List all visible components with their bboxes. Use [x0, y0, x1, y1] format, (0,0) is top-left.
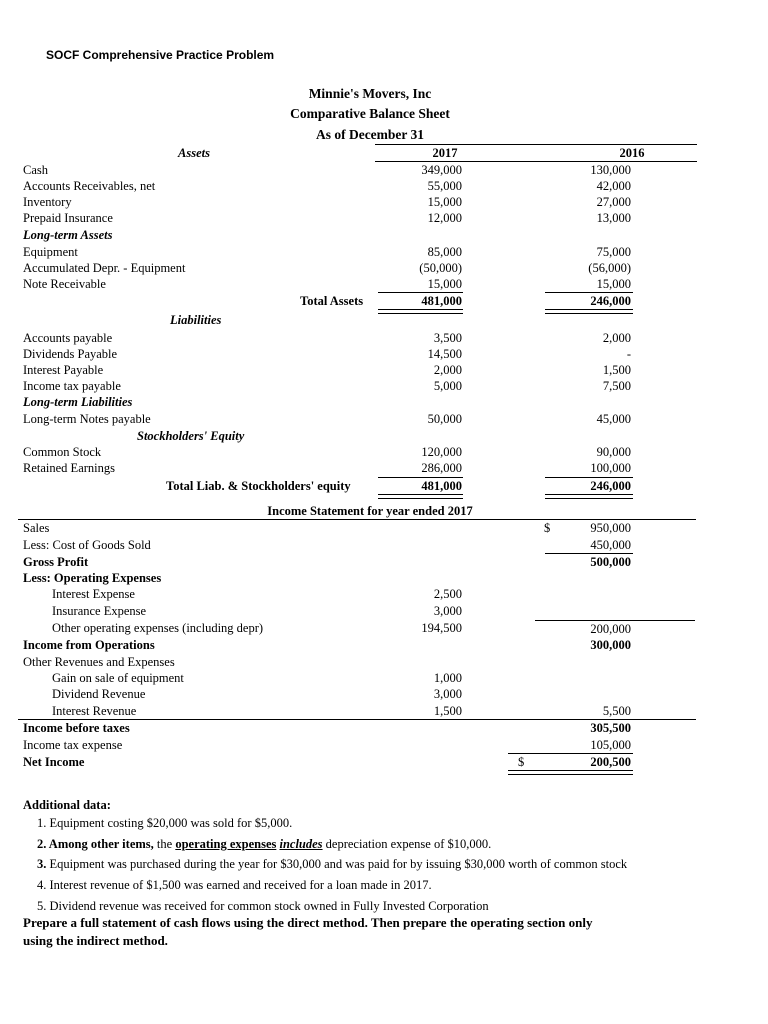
asset-label: Inventory	[23, 195, 72, 209]
liability-label: Interest Payable	[23, 363, 104, 377]
cogs-value: 450,000	[590, 538, 631, 552]
additional-item-1: 1. Equipment costing $20,000 was sold for $5,000.	[37, 816, 293, 830]
tax-label: Income tax expense	[23, 738, 123, 752]
asset-2017: (50,000)	[419, 261, 462, 275]
op-exp-value: 3,000	[433, 604, 462, 618]
other-label: Gain on sale of equipment	[52, 671, 184, 685]
equity-2016: 90,000	[596, 445, 631, 459]
statement-date: As of December 31	[315, 127, 425, 142]
other-total: 5,500	[602, 704, 631, 718]
equity-2016: 100,000	[590, 461, 631, 475]
net-income-dollar-sign: $	[518, 755, 525, 769]
asset-2017: 12,000	[427, 211, 462, 225]
lt-liabilities-heading: Long-term Liabilities	[23, 395, 133, 409]
item3-lead: 3.	[37, 857, 47, 871]
other-value: 3,000	[433, 687, 462, 701]
income-ops-label: Income from Operations	[23, 638, 155, 652]
equity-label: Retained Earnings	[23, 461, 115, 475]
op-exp-label: Interest Expense	[52, 587, 135, 601]
statement-title: Comparative Balance Sheet	[290, 106, 450, 121]
instruction-line-2: using the indirect method.	[23, 933, 168, 948]
liability-label: Long-term Notes payable	[23, 412, 151, 426]
assets-heading: Assets	[178, 146, 210, 160]
net-income-double-rule	[508, 770, 633, 775]
gross-profit-value: 500,000	[590, 555, 631, 569]
asset-2017: 349,000	[421, 163, 462, 177]
liability-2017: 5,000	[433, 379, 462, 393]
ibt-value: 305,500	[590, 721, 631, 735]
asset-label: Accumulated Depr. - Equipment	[23, 261, 186, 275]
asset-label: Equipment	[23, 245, 78, 259]
liability-label: Dividends Payable	[23, 347, 118, 361]
item2-lead: 2. Among other items,	[37, 837, 154, 851]
op-exp-label: Insurance Expense	[52, 604, 147, 618]
asset-2017: 85,000	[427, 245, 462, 259]
liabilities-heading: Liabilities	[170, 313, 222, 327]
total-le-2017: 481,000	[421, 479, 462, 493]
liability-2016: 7,500	[602, 379, 631, 393]
equity-label: Common Stock	[23, 445, 102, 459]
total-le-double-rule-2016	[545, 494, 633, 499]
total-le-double-rule-2017	[378, 494, 463, 499]
income-ops-value: 300,000	[590, 638, 631, 652]
op-exp-value: 2,500	[433, 587, 462, 601]
liability-label: Income tax payable	[23, 379, 121, 393]
total-le-2016: 246,000	[590, 479, 631, 493]
instruction-line-1: Prepare a full statement of cash flows using the direct method. Then prepare the operating section only	[23, 915, 593, 930]
liability-2016: 1,500	[602, 363, 631, 377]
additional-item-2	[37, 836, 491, 852]
ibt-label: Income before taxes	[23, 721, 130, 735]
item2-rest: depreciation expense of $10,000.	[322, 837, 492, 851]
asset-2016: 13,000	[596, 211, 631, 225]
total-assets-2016: 246,000	[590, 294, 631, 308]
additional-item-5: 5. Dividend revenue was received for common stock owned in Fully Invested Corporation	[37, 899, 489, 913]
asset-label: Prepaid Insurance	[23, 211, 113, 225]
item2-text: the	[153, 837, 176, 851]
liability-2017: 50,000	[427, 412, 462, 426]
col-2016-header: 2016	[619, 146, 645, 160]
income-statement-heading: Income Statement for year ended 2017	[267, 504, 473, 518]
equity-heading: Stockholders' Equity	[137, 429, 245, 443]
gross-profit-label: Gross Profit	[23, 555, 89, 569]
asset-2017: 55,000	[427, 179, 462, 193]
asset-label: Note Receivable	[23, 277, 106, 291]
equity-2017: 286,000	[421, 461, 462, 475]
asset-2016: (56,000)	[588, 261, 631, 275]
liability-2017: 3,500	[433, 331, 462, 345]
header-top-rule	[375, 144, 697, 145]
total-assets-label: Total Assets	[300, 294, 364, 308]
item3-text: Equipment was purchased during the year for $30,000 and was paid for by issuing $30,000 worth of common stock	[46, 857, 628, 871]
other-heading: Other Revenues and Expenses	[23, 655, 175, 669]
other-label: Interest Revenue	[52, 704, 137, 718]
net-income-value: 200,500	[590, 755, 631, 769]
liability-label: Accounts payable	[23, 331, 113, 345]
asset-label: Accounts Receivables, net	[23, 179, 156, 193]
item2-includes: includes	[279, 837, 323, 851]
liability-2017: 2,000	[433, 363, 462, 377]
lt-assets-heading: Long-term Assets	[23, 228, 113, 242]
cogs-label: Less: Cost of Goods Sold	[23, 538, 151, 552]
total-le-label: Total Liab. & Stockholders' equity	[166, 479, 351, 493]
asset-2016: 15,000	[596, 277, 631, 291]
liability-2016: 45,000	[596, 412, 631, 426]
asset-2016: 75,000	[596, 245, 631, 259]
op-exp-total: 200,000	[590, 622, 631, 636]
total-assets-double-rule-2016	[545, 309, 633, 314]
asset-2017: 15,000	[427, 277, 462, 291]
asset-2016: 27,000	[596, 195, 631, 209]
item2-emph: operating expenses	[175, 837, 277, 851]
asset-label: Cash	[23, 163, 48, 177]
equity-2017: 120,000	[421, 445, 462, 459]
other-value: 1,000	[433, 671, 462, 685]
tax-value: 105,000	[590, 738, 631, 752]
total-assets-double-rule-2017	[378, 309, 463, 314]
asset-2017: 15,000	[427, 195, 462, 209]
op-exp-heading: Less: Operating Expenses	[23, 571, 162, 585]
liability-2017: 14,500	[427, 347, 462, 361]
sales-label: Sales	[23, 521, 50, 535]
asset-2016: 42,000	[596, 179, 631, 193]
sales-value: 950,000	[590, 521, 631, 535]
liability-2016: 2,000	[602, 331, 631, 345]
sales-dollar-sign: $	[544, 521, 551, 535]
col-2017-header: 2017	[432, 146, 458, 160]
additional-item-3	[37, 856, 627, 872]
op-exp-value: 194,500	[421, 621, 462, 635]
asset-2016: 130,000	[590, 163, 631, 177]
additional-heading: Additional data:	[23, 798, 111, 812]
other-label: Dividend Revenue	[52, 687, 146, 701]
total-assets-2017: 481,000	[421, 294, 462, 308]
op-exp-label: Other operating expenses (including depr)	[52, 621, 264, 635]
company-name: Minnie's Movers, Inc	[308, 86, 432, 101]
liability-2016: -	[626, 347, 631, 361]
document-title: SOCF Comprehensive Practice Problem	[46, 48, 275, 62]
other-value: 1,500	[433, 704, 462, 718]
net-income-label: Net Income	[23, 755, 85, 769]
additional-item-4: 4. Interest revenue of $1,500 was earned and received for a loan made in 2017.	[37, 878, 432, 892]
